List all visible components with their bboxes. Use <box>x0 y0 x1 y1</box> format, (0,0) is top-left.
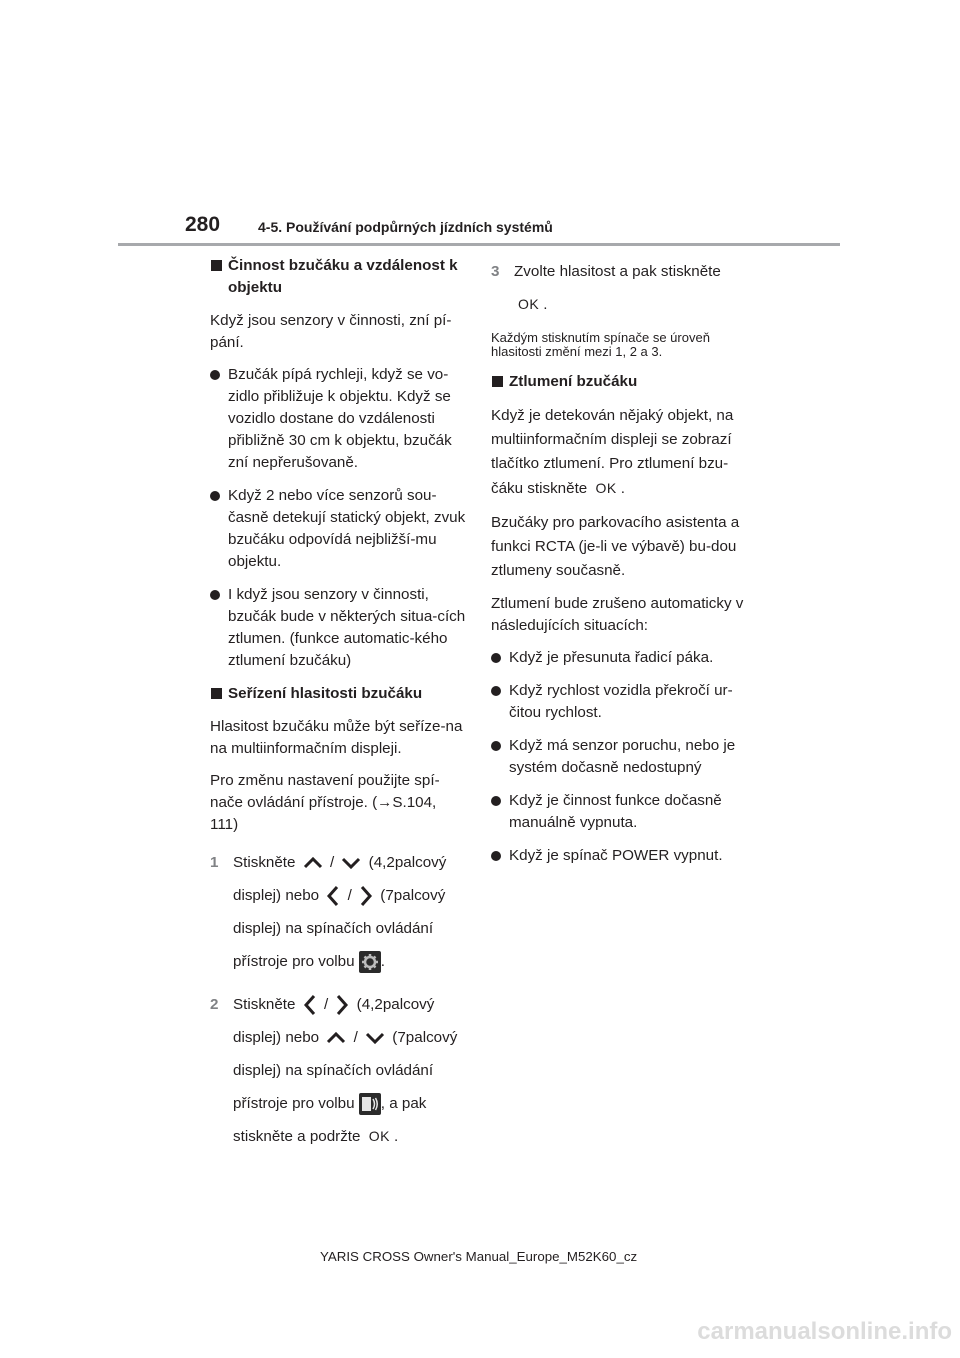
paragraph-text: Pro změnu nastavení použijte spí-nače ovládání přístroje. ( <box>210 772 440 811</box>
heading-square-icon <box>211 260 222 271</box>
ok-button-label: OK <box>368 1128 390 1144</box>
ok-button-label: OK <box>518 296 540 312</box>
ok-button-label: OK <box>595 480 617 496</box>
settings-gear-icon <box>359 951 381 973</box>
heading-text: Ztlumení bzučáku <box>509 373 638 390</box>
heading-volume-adjust <box>210 683 468 705</box>
chevron-right-icon <box>335 994 349 1016</box>
heading-text: Seřízení hlasitosti bzučáku <box>228 685 423 702</box>
bullet-item <box>491 845 753 867</box>
bullet-dot-icon <box>491 653 501 663</box>
paragraph: Když jsou senzory v činnosti, zní pí-pání. <box>210 312 452 351</box>
bullet-dot-icon <box>491 741 501 751</box>
note: Každým stisknutím spínače se úroveň hlasitosti změní mezi 1, 2 a 3. <box>491 330 710 359</box>
slash: / <box>323 996 329 1013</box>
step-1 <box>210 846 468 978</box>
watermark: carmanualsonline.info <box>697 1318 952 1345</box>
step-text: (4,2palcový displej) nebo <box>233 996 435 1046</box>
bullet-dot-icon <box>210 590 220 600</box>
paragraph: Bzučáky pro parkovacího asistenta a funkci RCTA (je-li ve výbavě) bu-dou ztlumeny současně. <box>491 514 740 579</box>
step-text: . <box>380 953 386 970</box>
paragraph-text: . <box>620 480 625 497</box>
bullet-dot-icon <box>210 491 220 501</box>
step-2 <box>210 988 468 1153</box>
step-text: . <box>543 296 548 313</box>
chevron-down-icon <box>341 856 361 870</box>
bullet-item <box>491 735 753 779</box>
step-text: Stiskněte <box>233 996 296 1013</box>
chevron-left-icon <box>326 885 340 907</box>
heading-buzzer-distance <box>210 255 468 299</box>
bullet-text: Když 2 nebo více senzorů sou-časně detekují statický objekt, zvuk bzučáku odpovídá nejbližší-mu objektu. <box>228 487 466 570</box>
bullet-text: Když je přesunuta řadicí páka. <box>509 649 714 666</box>
chevron-up-icon <box>326 1031 346 1045</box>
bullet-text: Bzučák pípá rychleji, když se vo-zidlo přibližuje k objektu. Když se vozidlo dostane do vzdálenosti přibližně 30 cm k objektu, bzučák zní nepřerušovaně. <box>228 366 452 471</box>
bullet-item <box>210 584 468 672</box>
paragraph-text: Když je detekován nějaký objekt, na multiinformačním displeji se zobrazí tlačítko ztlumení. Pro ztlumení bzu-čáku stiskněte <box>491 407 734 497</box>
step-number: 2 <box>210 996 219 1013</box>
bullet-text: Když má senzor poruchu, nebo je systém dočasně nedostupný <box>509 737 736 776</box>
step-text: (7palcový displej) na spínačích ovládání přístroje pro volbu <box>233 1029 458 1112</box>
paragraph <box>491 404 753 501</box>
chevron-down-icon <box>365 1031 385 1045</box>
heading-square-icon <box>211 688 222 699</box>
reference-arrow: → <box>377 794 393 811</box>
chevron-up-icon <box>303 856 323 870</box>
bullet-text: I když jsou senzory v činnosti, bzučák bude v některých situa-cích ztlumen. (funkce automatic-kého ztlumení bzučáku) <box>228 586 466 669</box>
bullet-text: Když rychlost vozidla překročí ur-čitou rychlost. <box>509 682 733 721</box>
bullet-item <box>210 485 468 573</box>
right-column <box>491 255 753 878</box>
step-3 <box>491 255 753 321</box>
chevron-left-icon <box>303 994 317 1016</box>
slash: / <box>347 887 352 904</box>
bullet-text: Když je spínač POWER vypnut. <box>509 847 723 864</box>
bullet-item <box>491 790 753 834</box>
step-text: (7palcový displej) na spínačích ovládání přístroje pro volbu <box>233 887 446 970</box>
paragraph: Hlasitost bzučáku může být seříze-na na multiinformačním displeji. <box>210 718 463 757</box>
paragraph: Ztlumení bude zrušeno automaticky v následujících situacích: <box>491 595 744 634</box>
slash: / <box>329 854 335 871</box>
parking-sensor-icon <box>359 1093 381 1115</box>
bullet-item <box>491 647 753 669</box>
chevron-right-icon <box>359 885 373 907</box>
bullet-item <box>210 364 468 474</box>
footer-text: YARIS CROSS Owner's Manual_Europe_M52K60_cz <box>320 1249 638 1264</box>
bullet-dot-icon <box>491 851 501 861</box>
bullet-text: Když je činnost funkce dočasně manuálně vypnuta. <box>509 792 722 831</box>
heading-buzzer-mute <box>491 371 753 393</box>
page-number: 280 <box>185 213 221 236</box>
bullet-item <box>491 680 753 724</box>
bullet-dot-icon <box>210 370 220 380</box>
section-title: 4-5. Používání podpůrných jízdních systémů <box>258 219 553 235</box>
heading-square-icon <box>492 376 503 387</box>
step-text: , a pak stiskněte a podržte <box>233 1095 427 1145</box>
step-text: . <box>393 1128 399 1145</box>
left-column <box>210 255 468 1163</box>
paragraph <box>210 770 468 836</box>
bullet-dot-icon <box>491 686 501 696</box>
step-text: Stiskněte <box>233 854 296 871</box>
step-number: 1 <box>210 854 219 871</box>
heading-text: Činnost bzučáku a vzdálenost k objektu <box>228 257 458 296</box>
header-divider <box>118 243 840 246</box>
slash: / <box>353 1029 358 1046</box>
bullet-dot-icon <box>491 796 501 806</box>
step-number: 3 <box>491 263 500 280</box>
step-text: (4,2palcový displej) nebo <box>233 854 447 904</box>
step-text: Zvolte hlasitost a pak stiskněte <box>514 263 721 280</box>
page-reference-link[interactable]: S.104, 111) <box>210 794 437 833</box>
